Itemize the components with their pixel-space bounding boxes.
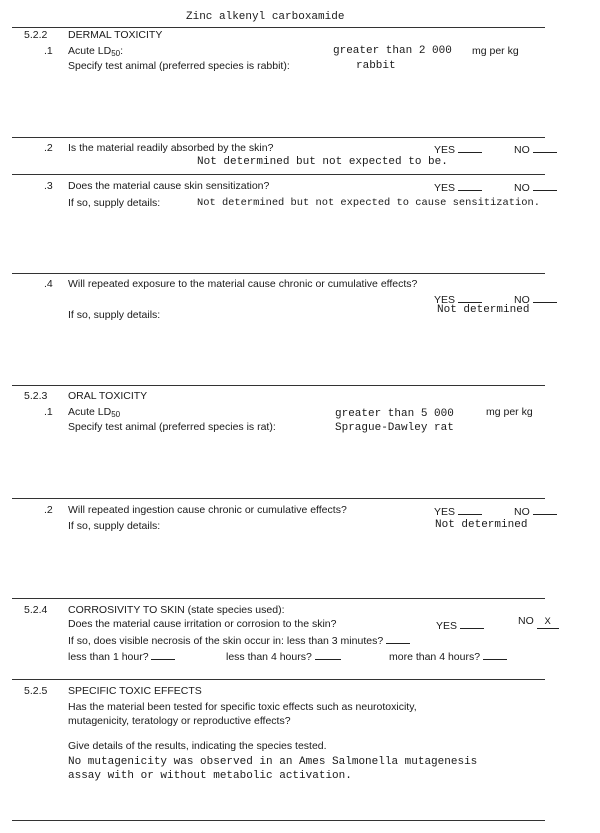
no-option[interactable]: NO — [514, 504, 557, 518]
no-checkmark: X — [537, 616, 559, 629]
necrosis-lt4hr[interactable]: less than 4 hours? — [226, 649, 341, 663]
section-number: 5.2.2 — [24, 29, 48, 41]
item-number: .4 — [44, 278, 53, 290]
question-text-line1: Has the material been tested for specific toxic effects such as neurotoxicity, — [68, 701, 417, 713]
details-label: Give details of the results, indicating the species tested. — [68, 740, 327, 752]
divider — [12, 598, 545, 599]
species-value: Sprague-Dawley rat — [335, 422, 454, 434]
divider — [12, 174, 545, 175]
yes-option[interactable]: YES — [436, 618, 484, 632]
divider — [12, 27, 545, 28]
answer-line2: assay with or without metabolic activation. — [68, 770, 352, 782]
divider — [12, 820, 545, 821]
species-label: Specify test animal (preferred species is rabbit): — [68, 60, 290, 72]
ld50-value: greater than 5 000 — [335, 408, 454, 420]
item-number: .2 — [44, 504, 53, 516]
details-text: Not determined — [437, 304, 530, 316]
question-text-line2: mutagenicity, teratology or reproductive effects? — [68, 715, 291, 727]
divider — [12, 137, 545, 138]
no-option[interactable]: NO — [514, 292, 557, 306]
details-label: If so, supply details: — [68, 309, 161, 321]
ld50-unit: mg per kg — [472, 45, 519, 57]
no-option[interactable]: NO X — [518, 615, 559, 629]
ld50-unit: mg per kg — [486, 406, 533, 418]
necrosis-question: If so, does visible necrosis of the skin occur in: less than 3 minutes? — [68, 633, 410, 647]
necrosis-lt1hr[interactable]: less than 1 hour? — [68, 649, 175, 663]
acute-ld50-label: Acute $LD_{50}$ — [68, 406, 121, 419]
item-number: .1 — [44, 45, 53, 57]
section-number: 5.2.5 — [24, 685, 48, 697]
details-text: Not determined but not expected to cause sensitization. — [197, 197, 540, 209]
section-number: 5.2.4 — [24, 604, 48, 616]
section-number: 5.2.3 — [24, 390, 48, 402]
divider — [12, 385, 545, 386]
question-text: Will repeated ingestion cause chronic or cumulative effects? — [68, 504, 347, 516]
question-text: Does the material cause skin sensitization? — [68, 180, 270, 192]
item-number: .3 — [44, 180, 53, 192]
answer-text: Not determined but not expected to be. — [197, 156, 448, 168]
yes-option[interactable]: YES — [434, 292, 482, 306]
item-number: .1 — [44, 406, 53, 418]
section-heading: ORAL TOXICITY — [68, 390, 148, 402]
no-option[interactable]: NO — [514, 142, 557, 156]
document-title: Zinc alkenyl carboxamide — [186, 11, 345, 23]
ld50-value: greater than 2 000 — [333, 45, 452, 57]
section-heading: SPECIFIC TOXIC EFFECTS — [68, 685, 202, 697]
divider — [12, 273, 545, 274]
details-text: Not determined — [435, 519, 528, 531]
necrosis-gt4hr[interactable]: more than 4 hours? — [389, 649, 507, 663]
no-option[interactable]: NO — [514, 180, 557, 194]
yes-option[interactable]: YES — [434, 142, 482, 156]
divider — [12, 679, 545, 680]
details-label: If so, supply details: — [68, 520, 161, 532]
divider — [12, 498, 545, 499]
section-heading: CORROSIVITY TO SKIN (state species used): — [68, 604, 285, 616]
question-text: Does the material cause irritation or corrosion to the skin? — [68, 618, 337, 630]
yes-option[interactable]: YES — [434, 180, 482, 194]
details-label: If so, supply details: — [68, 197, 161, 209]
species-label: Specify test animal (preferred species is rat): — [68, 421, 276, 433]
acute-ld50-label: Acute $LD_{50}$: — [68, 45, 124, 58]
section-heading: DERMAL TOXICITY — [68, 29, 163, 41]
yes-option[interactable]: YES — [434, 504, 482, 518]
question-text: Is the material readily absorbed by the skin? — [68, 142, 274, 154]
item-number: .2 — [44, 142, 53, 154]
answer-line1: No mutagenicity was observed in an Ames Salmonella mutagenesis — [68, 756, 478, 768]
species-value: rabbit — [356, 60, 396, 72]
question-text: Will repeated exposure to the material cause chronic or cumulative effects? — [68, 278, 418, 290]
